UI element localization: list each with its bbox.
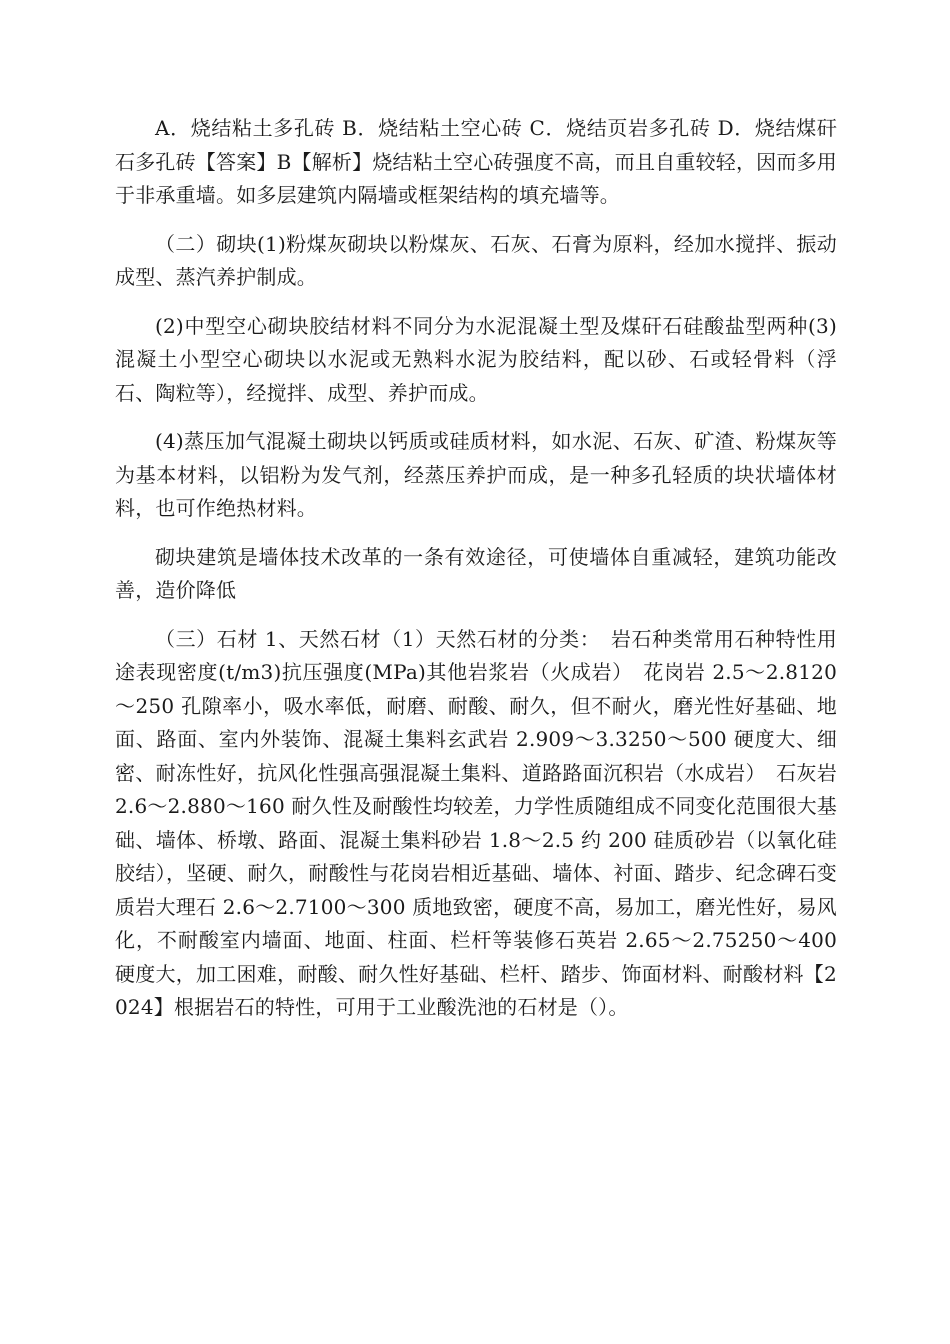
paragraph-block-aerated: (4)蒸压加气混凝土砌块以钙质或硅质材料，如水泥、石灰、矿渣、粉煤灰等为基本材料，以铝粉为发气剂，经蒸压养护而成，是一种多孔轻质的块状墙体材料，也可作绝热材料。 xyxy=(115,429,837,520)
paragraph-block-flyash: （二）砌块(1)粉煤灰砌块以粉煤灰、石灰、石膏为原料，经加水搅拌、振动成型、蒸汽养护制成。 xyxy=(115,231,837,289)
document-body xyxy=(115,112,837,1040)
paragraph-block-hollow: (2)中型空心砌块胶结材料不同分为水泥混凝土型及煤矸石硅酸盐型两种(3)混凝土小型空心砌块以水泥或无熟料水泥为胶结料，配以砂、石或轻骨料（浮石、陶粒等），经搅拌、成型、养护而成。 xyxy=(115,313,837,405)
paragraph-block-summary: 砌块建筑是墙体技术改革的一条有效途径，可使墙体自重减轻，建筑功能改善，造价降低 xyxy=(115,544,837,602)
paragraph-stone-classification: （三）石材 1、天然石材（1）天然石材的分类： 岩石种类常用石种特性用途表现密度(t/m3)抗压强度(MPa)其他岩浆岩（火成岩） 花岗岩 2.5～2.8120～250 孔隙率小，吸水率低，耐磨、耐酸、耐久，但不耐火，磨光性好基础、地面、路面、室内外装饰、混凝土集料玄武岩 2.909～3.3250～500 硬度大、细密、耐冻性好，抗风化性强高强混凝土集料、道路路面沉积岩（水成岩） 石灰岩 2.6～2.880～160 耐久性及耐酸性均较差，力学性质随组成不同变化范围很大基础、墙体、桥墩、路面、混凝土集料砂岩 1.8～2.5 约 200 硅质砂岩（以氧化硅胶结），坚硬、耐久，耐酸性与花岗岩相近基础、墙体、衬面、踏步、纪念碑石变质岩大理石 2.6～2.7100～300 质地致密，硬度不高，易加工，磨光性好，易风化，不耐酸室内墙面、地面、柱面、栏杆等装修石英岩 2.65～2.75250～400 硬度大，加工困难，耐酸、耐久性好基础、栏杆、踏步、饰面材料、耐酸材料【2024】根据岩石的特性，可用于工业酸洗池的石材是（）。 xyxy=(115,626,837,1019)
paragraph-brick-question: A．烧结粘土多孔砖 B．烧结粘土空心砖 C．烧结页岩多孔砖 D．烧结煤矸石多孔砖【答案】B【解析】烧结粘土空心砖强度不高，而且自重较轻，因而多用于非承重墙。如多层建筑内隔墙或框架结构的填充墙等。 xyxy=(115,116,837,207)
